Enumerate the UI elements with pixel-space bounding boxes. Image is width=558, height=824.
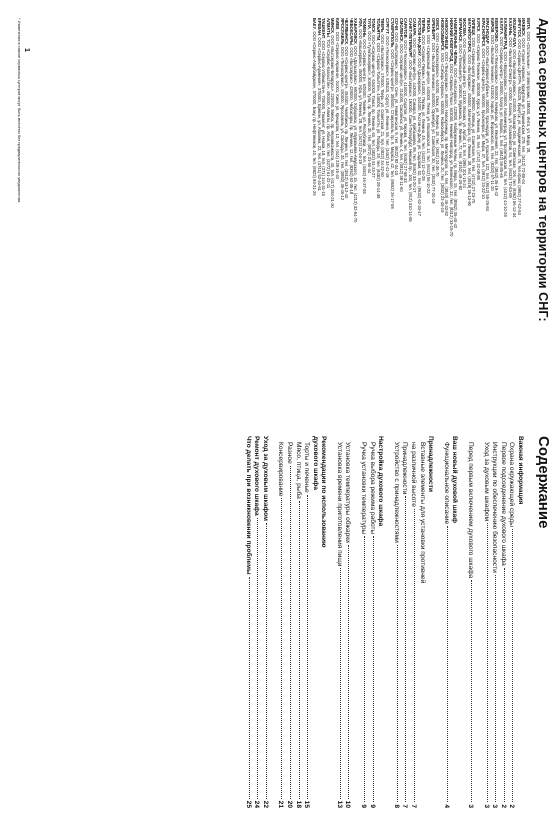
service-center-entry: КАЗАНЬ, ООО «Бытовой-Спектр», 420000, Казань, ул. Космонавтов, 54, тел. (8432) 72-53-09 xyxy=(507,18,513,198)
service-centers-footnote: * Изменения в списке сервисных центров могут быть внесены без предварительного уведомления. xyxy=(17,18,22,204)
contents-entry-label: Первое подсоединение духового шкафа xyxy=(499,442,507,566)
contents-leader-dots xyxy=(495,575,496,803)
contents-section xyxy=(319,436,328,808)
service-center-entry: СУРГУТ, ООО «Техносервис», 628400, Сургут, ул. Ленина, 55, тел. (3462) 32-41-19 xyxy=(385,18,391,178)
service-center-entry: КИРОВ, ООО «Бытовая техника», 610000, Киров, ул. Воровского, 66, тел. (8332) 67-11-20 xyxy=(489,18,495,191)
contents-entry-label: Уход за духовым шкафом xyxy=(482,442,490,522)
service-centers-column xyxy=(0,18,558,406)
contents-entry-label: Что делать при возникновении проблемы xyxy=(244,436,252,575)
contents-entry-page: 8 xyxy=(392,804,400,808)
contents-entry xyxy=(465,436,474,808)
contents-entry-page: 3 xyxy=(482,804,490,808)
contents-entry-label: духового шкафа xyxy=(311,436,319,490)
service-center-entry: НАБЕРЕЖНЫЕ ЧЕЛНЫ, ООО «Бытсервис», 423800, Набережные Челны, пр. Мира, 15, тел. (8552) 35-40-42 xyxy=(453,18,459,229)
contents-entry-label: Принадлежности xyxy=(401,442,409,495)
service-center-entry: ТЮМЕНЬ, ООО «Сервис-центр», 625000, Тюмень, ул. Республики, 31, тел. (3452) 46-37-55 xyxy=(362,18,368,194)
contents-entry-page: 21 xyxy=(277,800,285,808)
contents-entry-page: 7 xyxy=(410,804,418,808)
service-center-entry: КИЕВ, ООО «Сервис-Украина», 01001, Киев, ул. Крещатик, 12, тел. (044) 228-15-40 xyxy=(335,18,341,179)
contents-leader-dots xyxy=(397,545,398,803)
contents-entry xyxy=(507,436,516,808)
service-center-entry: КЕМЕРОВО, ООО «Техносервис», 650000, Кемерово, ул. Весенняя, 22, тел. (3842) 36-19-42 xyxy=(494,18,500,197)
service-center-entry: ТОЛЬЯТТИ, ООО «Сервис-Тольятти», 445000, Тольятти, ул. Победы, 28, тел. (8482) 28-14-38 xyxy=(375,18,381,199)
service-center-entry: КРАСНОЯРСК, ООО «Сервис-Центр», 660000, Красноярск, ул. Мира, 37, тел. (3912) 23-32-10 xyxy=(480,18,486,199)
contents-gap xyxy=(352,436,359,808)
service-center-entry: ИОШКАР-ОЛА, ООО «Бытовой сервис», 424000, Йошкар-Ола, ул. Советская, 106, тел. (8362) 56-12-34 xyxy=(512,18,518,218)
service-center-entry: ИРКУТСК, ООО «Сервис-ЦЕНТР», 664025, Иркутск, ул. Академическая, 70, тел./факс (3952) 27-02-53 xyxy=(516,18,522,215)
table-of-contents xyxy=(0,432,558,808)
contents-entry-label: Уход за духовым шкафом xyxy=(261,436,269,521)
contents-entry xyxy=(490,436,499,808)
contents-entry-label: Инструкции по обеспечению безопасности xyxy=(491,442,499,573)
service-center-entry: КАЛИНИНГРАД, ООО «Евросервис», 236000, Калининград, ул. Пролетарская, 54, тел. (4012) 44-10-28 xyxy=(503,18,509,217)
contents-leader-dots xyxy=(414,509,415,802)
contents-entry-page: 7 xyxy=(401,804,409,808)
contents-gap xyxy=(384,436,391,808)
contents-leader-dots xyxy=(257,518,258,799)
contents-leader-dots xyxy=(447,526,448,802)
contents-leader-dots xyxy=(504,568,505,803)
contents-entry-page: 4 xyxy=(442,804,450,808)
contents-leader-dots xyxy=(373,536,374,802)
contents-entry xyxy=(359,436,368,808)
contents-section xyxy=(450,436,459,808)
contents-entry-label: Ручка установки температуры xyxy=(360,442,368,535)
service-center-entry: МОСКВА, ООО «Сервисный центр», 121000, Москва, ул. Арбат, 10, тел. (095) 201-15-24 xyxy=(462,18,468,188)
contents-title: Содержание xyxy=(535,436,552,529)
service-center-entry: ЧЕЛЯБИНСК, ООО «Сервис-центр», 454000, Челябинск, пр. Ленина, 52, тел. (3512) 63-12-40 xyxy=(344,18,350,199)
contents-entry xyxy=(293,436,302,808)
contents-leader-dots xyxy=(405,496,406,802)
contents-entry-label: Торты и печенье xyxy=(303,442,311,493)
contents-entry xyxy=(400,436,409,808)
contents-entry-label: Установка времени приготовления пищи xyxy=(335,442,343,567)
service-center-entry: НИЖНИЙ НОВГОРОД, ООО «Сервис-Плюс», 603000, Нижний Новгород, ул. Белинского, 32, тел. (8312) 33-15-70 xyxy=(448,18,454,237)
service-center-entry: СМОЛЕНСК, ООО «Сервис-центр», 214000, Смоленск, ул. Ленина, 4, тел. (0812) 38-11-60 xyxy=(398,18,404,192)
contents-leader-dots xyxy=(290,466,291,799)
contents-entry-label: Настройка духового шкафа xyxy=(377,436,385,527)
service-center-entry: МАГНИТОГОРСК, ООО «Бытсервис», 455000, Магнитогорск, пр. Ленина, 38, тел. (3519) 35-13-90 xyxy=(466,18,472,206)
contents-gap xyxy=(434,436,441,808)
contents-entry-page: 24 xyxy=(253,800,261,808)
contents-entry-label: Установка температуры обжарки xyxy=(344,442,352,543)
service-center-entry: АЛМАТЫ, ТОО «Сервис-Казахстан», 480000, Алматы, пр. Абая, 50, тел. (3272) 61-22-11 xyxy=(325,18,331,189)
contents-entry-label: Вставные элементы для установки противней xyxy=(418,442,426,584)
contents-entry-label: Ручка выбора режима работы xyxy=(368,442,376,535)
contents-section xyxy=(252,436,261,808)
contents-entry-page: 22 xyxy=(261,800,269,808)
service-center-entry: РОСТОВ-НА-ДОНУ, ООО «Донсервис», 344000, Ростов-на-Дону, ул. Садовая, 52, тел. (8632) 62-33-47 xyxy=(416,18,422,216)
contents-entry-page: 13 xyxy=(335,800,343,808)
service-center-entry: ПЕРМЬ, ООО «Сервис-Пермь», 614000, Пермь, ул. Ленина, 45, тел. (3422) 12-43-29 xyxy=(421,18,427,181)
service-center-entry: ТУЛА, ООО «Тулатехсервис», 300000, Тула, пр. Ленина, 30, тел. (0872) 31-50-44 xyxy=(366,18,372,174)
contents-leader-dots xyxy=(487,523,488,802)
contents-entry xyxy=(334,436,343,808)
service-center-entry: КРАСНОДАР, ООО «Бытсервис-Кубань», 350000, Краснодар, ул. Красная, 122, тел. (8612) 55-26-84 xyxy=(485,18,491,212)
contents-entry-label: Консервирование xyxy=(277,442,285,497)
contents-entry-page: 2 xyxy=(499,804,507,808)
contents-entry-page: 2 xyxy=(508,804,516,808)
contents-leader-dots xyxy=(364,536,365,802)
contents-gap xyxy=(327,436,334,808)
service-center-entry: УФА, ООО «Башсервис», 450000, Уфа, ул. Ленина, 28, тел. (3472) 22-46-19 xyxy=(357,18,363,164)
service-center-entry: ЧЕБОКСАРЫ, ООО «Бытсервис», 428000, Чебоксары, пр. Ленина, 12, тел. (8352) 62-35-18 xyxy=(348,18,354,195)
service-center-entry: КУРСК, ООО «Сервис-Техника», 305000, Курск, ул. Ленина, 25, тел. (4712) 22-08-85 xyxy=(475,18,481,180)
contents-entry-label: Рекомендации по использованию xyxy=(320,436,328,548)
contents-entry xyxy=(498,436,507,808)
contents-entry xyxy=(284,436,293,808)
contents-entry-label: Охрана окружающей среды xyxy=(508,442,516,527)
contents-leader-dots xyxy=(471,580,472,802)
contents-entry-label: Ремонт духового шкафа xyxy=(253,436,261,516)
contents-gap xyxy=(474,436,481,808)
contents-leader-dots xyxy=(281,498,282,798)
contents-entry xyxy=(276,436,285,808)
service-center-entry: МУРМАНСК, ООО «Техноцентр», 183000, Мурманск, пр. Ленина, 72, тел. (8152) 45-26-92 xyxy=(457,18,463,191)
service-center-entry: САРАТОВ, ООО «Техносервис», 410000, Саратов, ул. Кирова, 6, тел. (8452) 27-58-33 xyxy=(403,18,409,183)
contents-entry xyxy=(408,436,417,808)
contents-entry-label: Мясо, птица, рыба xyxy=(294,442,302,499)
contents-entry-label: Перед первым включением духового шкафа xyxy=(467,442,475,579)
contents-section xyxy=(260,436,269,808)
contents-entry xyxy=(417,436,426,808)
service-center-entry: ТВЕРЬ, ООО «Бытсервис», 170000, Тверь, ул. Советская, 21, тел. (0822) 34-22-50 xyxy=(380,18,386,177)
service-centers-list xyxy=(30,18,530,406)
service-center-entry: КАЛУГА, ООО «Сервис-центр», 248000, Калуга, ул. Кирова, 1, тел. (4842) 56-85-66 xyxy=(498,18,504,178)
contents-leader-dots xyxy=(307,495,308,799)
contents-entry xyxy=(367,436,376,808)
contents-entry-page: 9 xyxy=(360,804,368,808)
contents-entry xyxy=(343,436,352,808)
contents-entry-page: 20 xyxy=(285,800,293,808)
service-center-entry: НОВОСИБИРСК, ООО «Сибирь-Сервис», 630000, Новосибирск, ул. Ленина, 20, тел. (3832) 22-45-19 xyxy=(439,18,445,213)
contents-entry-label: Разное xyxy=(285,442,293,464)
contents-leader-dots xyxy=(299,501,300,799)
service-center-entry: ТОМСК, ООО «Сервис-центр», 634000, Томск, пр. Ленина, 60, тел. (3822) 51-23-27 xyxy=(371,18,377,178)
contents-leader-dots xyxy=(340,568,341,798)
contents-entry xyxy=(441,436,450,808)
service-center-entry: СТАВРОПОЛЬ, ООО «Сервис-центр», 355000, Ставрополь, пр. К. Маркса, 42, тел. (8652) 26-17-08 xyxy=(389,18,395,209)
contents-gap xyxy=(458,436,465,808)
contents-entry-page: 10 xyxy=(344,800,352,808)
service-centers-title: Адреса сервисных центров на территории СНГ: xyxy=(536,18,550,322)
service-center-entry: ВИТА, ООО «Остальные», 19 электроник, 188000, Инта, ул. Мира, 28, xyxy=(526,18,531,154)
contents-section xyxy=(310,436,319,808)
service-center-entry: ЕРЕВАН, ООО «Сервис-Армения», 375000, Ереван, ул. Абовяна, 22, тел. (3741) 52-40-61 xyxy=(316,18,322,191)
service-center-entry: ЯРОСЛАВЛЬ, ООО «Техносервис», 150000, Ярославль, ул. Свободы, 20, тел. (0852) 30-46-12 xyxy=(339,18,345,201)
contents-entry-label: Функциональное описание xyxy=(442,442,450,525)
contents-entry-label: Принадлежности xyxy=(427,436,435,492)
contents-section xyxy=(243,436,252,808)
contents-entry-page: 3 xyxy=(467,804,475,808)
contents-entry-page: 9 xyxy=(368,804,376,808)
contents-entry xyxy=(481,436,490,808)
contents-entry-label: Важная информация xyxy=(517,436,524,505)
contents-entry-page: 3 xyxy=(491,804,499,808)
contents-entry-label: Ваш новый духовой шкаф xyxy=(451,436,459,523)
contents-section xyxy=(515,436,524,808)
service-center-entry: БАКУ, ООО «Сервис-Азербайджан», 370000, Баку, пр. Нефтяников, 40, тел. (8922) 93-31-26 xyxy=(312,18,318,196)
contents-leader-dots xyxy=(249,577,250,799)
contents-entry-page: 18 xyxy=(294,800,302,808)
service-center-entry: ИЖЕВСК, ООО «Гарант-сервис», Удмуртия, ул. Пушкинская, 278, тел. (3412) 72-85-04 xyxy=(521,18,527,185)
contents-entry-label: на различной высоте xyxy=(410,442,418,507)
service-center-entry: САНКТ-ПЕТЕРБУРГ, ООО «Бытсервис», 190000, Санкт-Петербург, Невский пр., 100, тел. (812) 310-14-55 xyxy=(407,18,413,222)
service-center-entry: МИНСК, ООО «Бытсервис-Беларусь», 220000, Минск, пр. Независимости, 40, тел. (017) 284-21-30 xyxy=(330,18,336,208)
contents-entry-page: 15 xyxy=(303,800,311,808)
contents-section xyxy=(426,436,435,808)
service-center-entry: ОРЕНБУРГ, ООО «Бытовая техника», 460000, Оренбург, ул. Советская, 30, тел. (3532) 77-20-19 xyxy=(430,18,436,204)
service-center-entry: ОМСК, ООО «Омсктехсервис», 644000, Омск, ул. Ленина, 18, тел. (3812) 24-36-70 xyxy=(435,18,441,177)
service-center-entry: САМАРА, ООО «Сервис-центр», 443000, Самара, ул. Куйбышева, 95, тел. (8462) 33-20-17 xyxy=(412,18,418,193)
service-center-entry: НОВОКУЗНЕЦК, ООО «Техносервис», 654000, Новокузнецк, пр. Металлургов, 14, тел. (3843) 46-33-82 xyxy=(444,18,450,217)
contents-entry xyxy=(302,436,311,808)
contents-leader-dots xyxy=(266,523,267,799)
contents-leader-dots xyxy=(512,529,513,802)
service-center-entry: СОЧИ, ООО «Бытсервис», 354000, Сочи, ул. Навагинская, 9, тел. (8622) 92-34-15 xyxy=(394,18,400,176)
contents-leader-dots xyxy=(349,545,350,799)
service-center-entry: ТАШКЕНТ, ООО «Сервис-Узбекистан», 700000, Ташкент, ул. Навои, 18, тел. (371) 144-31-15 xyxy=(321,18,327,196)
page-number: 1 xyxy=(23,48,30,52)
contents-list xyxy=(243,436,524,808)
contents-gap xyxy=(269,436,276,808)
service-center-entry: ПЕНЗА, ООО «Сервисный центр», 440000, Пенза, ул. Московская, 14, тел. (8412) 56-10-22 xyxy=(425,18,431,194)
contents-entry xyxy=(391,436,400,808)
contents-section xyxy=(376,436,385,808)
service-center-entry: ХАБАРОВСК, ООО «Дальсервис», 680000, Хабаровск, ул. Муравьёва-Амурского, 15, тел. (4212) 32-54-70 xyxy=(353,18,359,223)
contents-entry-page: 25 xyxy=(244,800,252,808)
service-center-entry: ЛИПЕЦК, ООО «Сервис-центр Липецк», 398000, Липецк, ул. Советская, 66, тел. (4742) 27-23-70 xyxy=(471,18,477,204)
contents-entry-label: Устройство с принадлежностями xyxy=(392,442,400,543)
